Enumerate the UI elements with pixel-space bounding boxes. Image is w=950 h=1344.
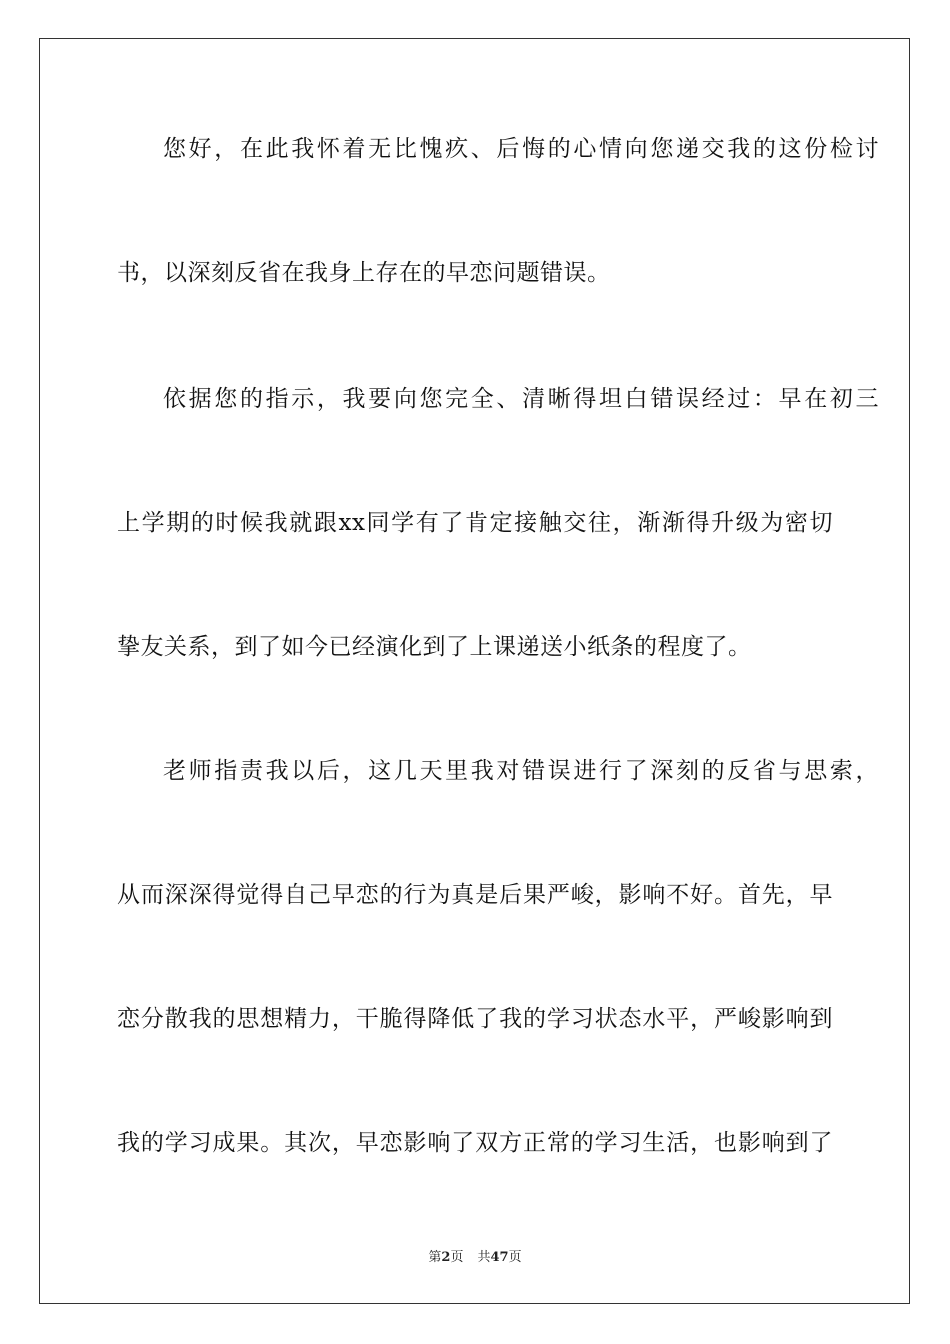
total-suffix: 页: [508, 1250, 522, 1265]
paragraph-3-line-1: 老师指责我以后，这几天里我对错误进行了深刻的反省与思索，: [163, 758, 879, 784]
page-border: [39, 38, 910, 1304]
paragraph-2-line-1: 依据您的指示，我要向您完全、清晰得坦白错误经过：早在初三: [163, 386, 879, 412]
paragraph-1-line-1: 您好，在此我怀着无比愧疚、后悔的心情向您递交我的这份检讨: [163, 136, 879, 162]
page-suffix: 页: [450, 1250, 464, 1265]
paragraph-3-line-3: 恋分散我的思想精力，干脆得降低了我的学习状态水平，严峻影响到: [117, 1006, 833, 1032]
page-footer: [0, 1246, 950, 1265]
total-prefix: 共: [477, 1250, 491, 1265]
paragraph-2-line-3: 挚友关系，到了如今已经演化到了上课递送小纸条的程度了。: [117, 634, 752, 660]
paragraph-3-line-2: 从而深深得觉得自己早恋的行为真是后果严峻，影响不好。首先，早: [117, 882, 833, 908]
paragraph-2-line-2: 上学期的时候我就跟xx同学有了肯定接触交往，渐渐得升级为密切: [117, 510, 833, 536]
total-pages: 47: [490, 1250, 509, 1265]
paragraph-3-line-4: 我的学习成果。其次，早恋影响了双方正常的学习生活，也影响到了: [117, 1130, 833, 1156]
paragraph-1-line-2: 书，以深刻反省在我身上存在的早恋问题错误。: [117, 260, 611, 286]
page-prefix: 第: [428, 1250, 442, 1265]
page-number: 2: [441, 1250, 451, 1265]
